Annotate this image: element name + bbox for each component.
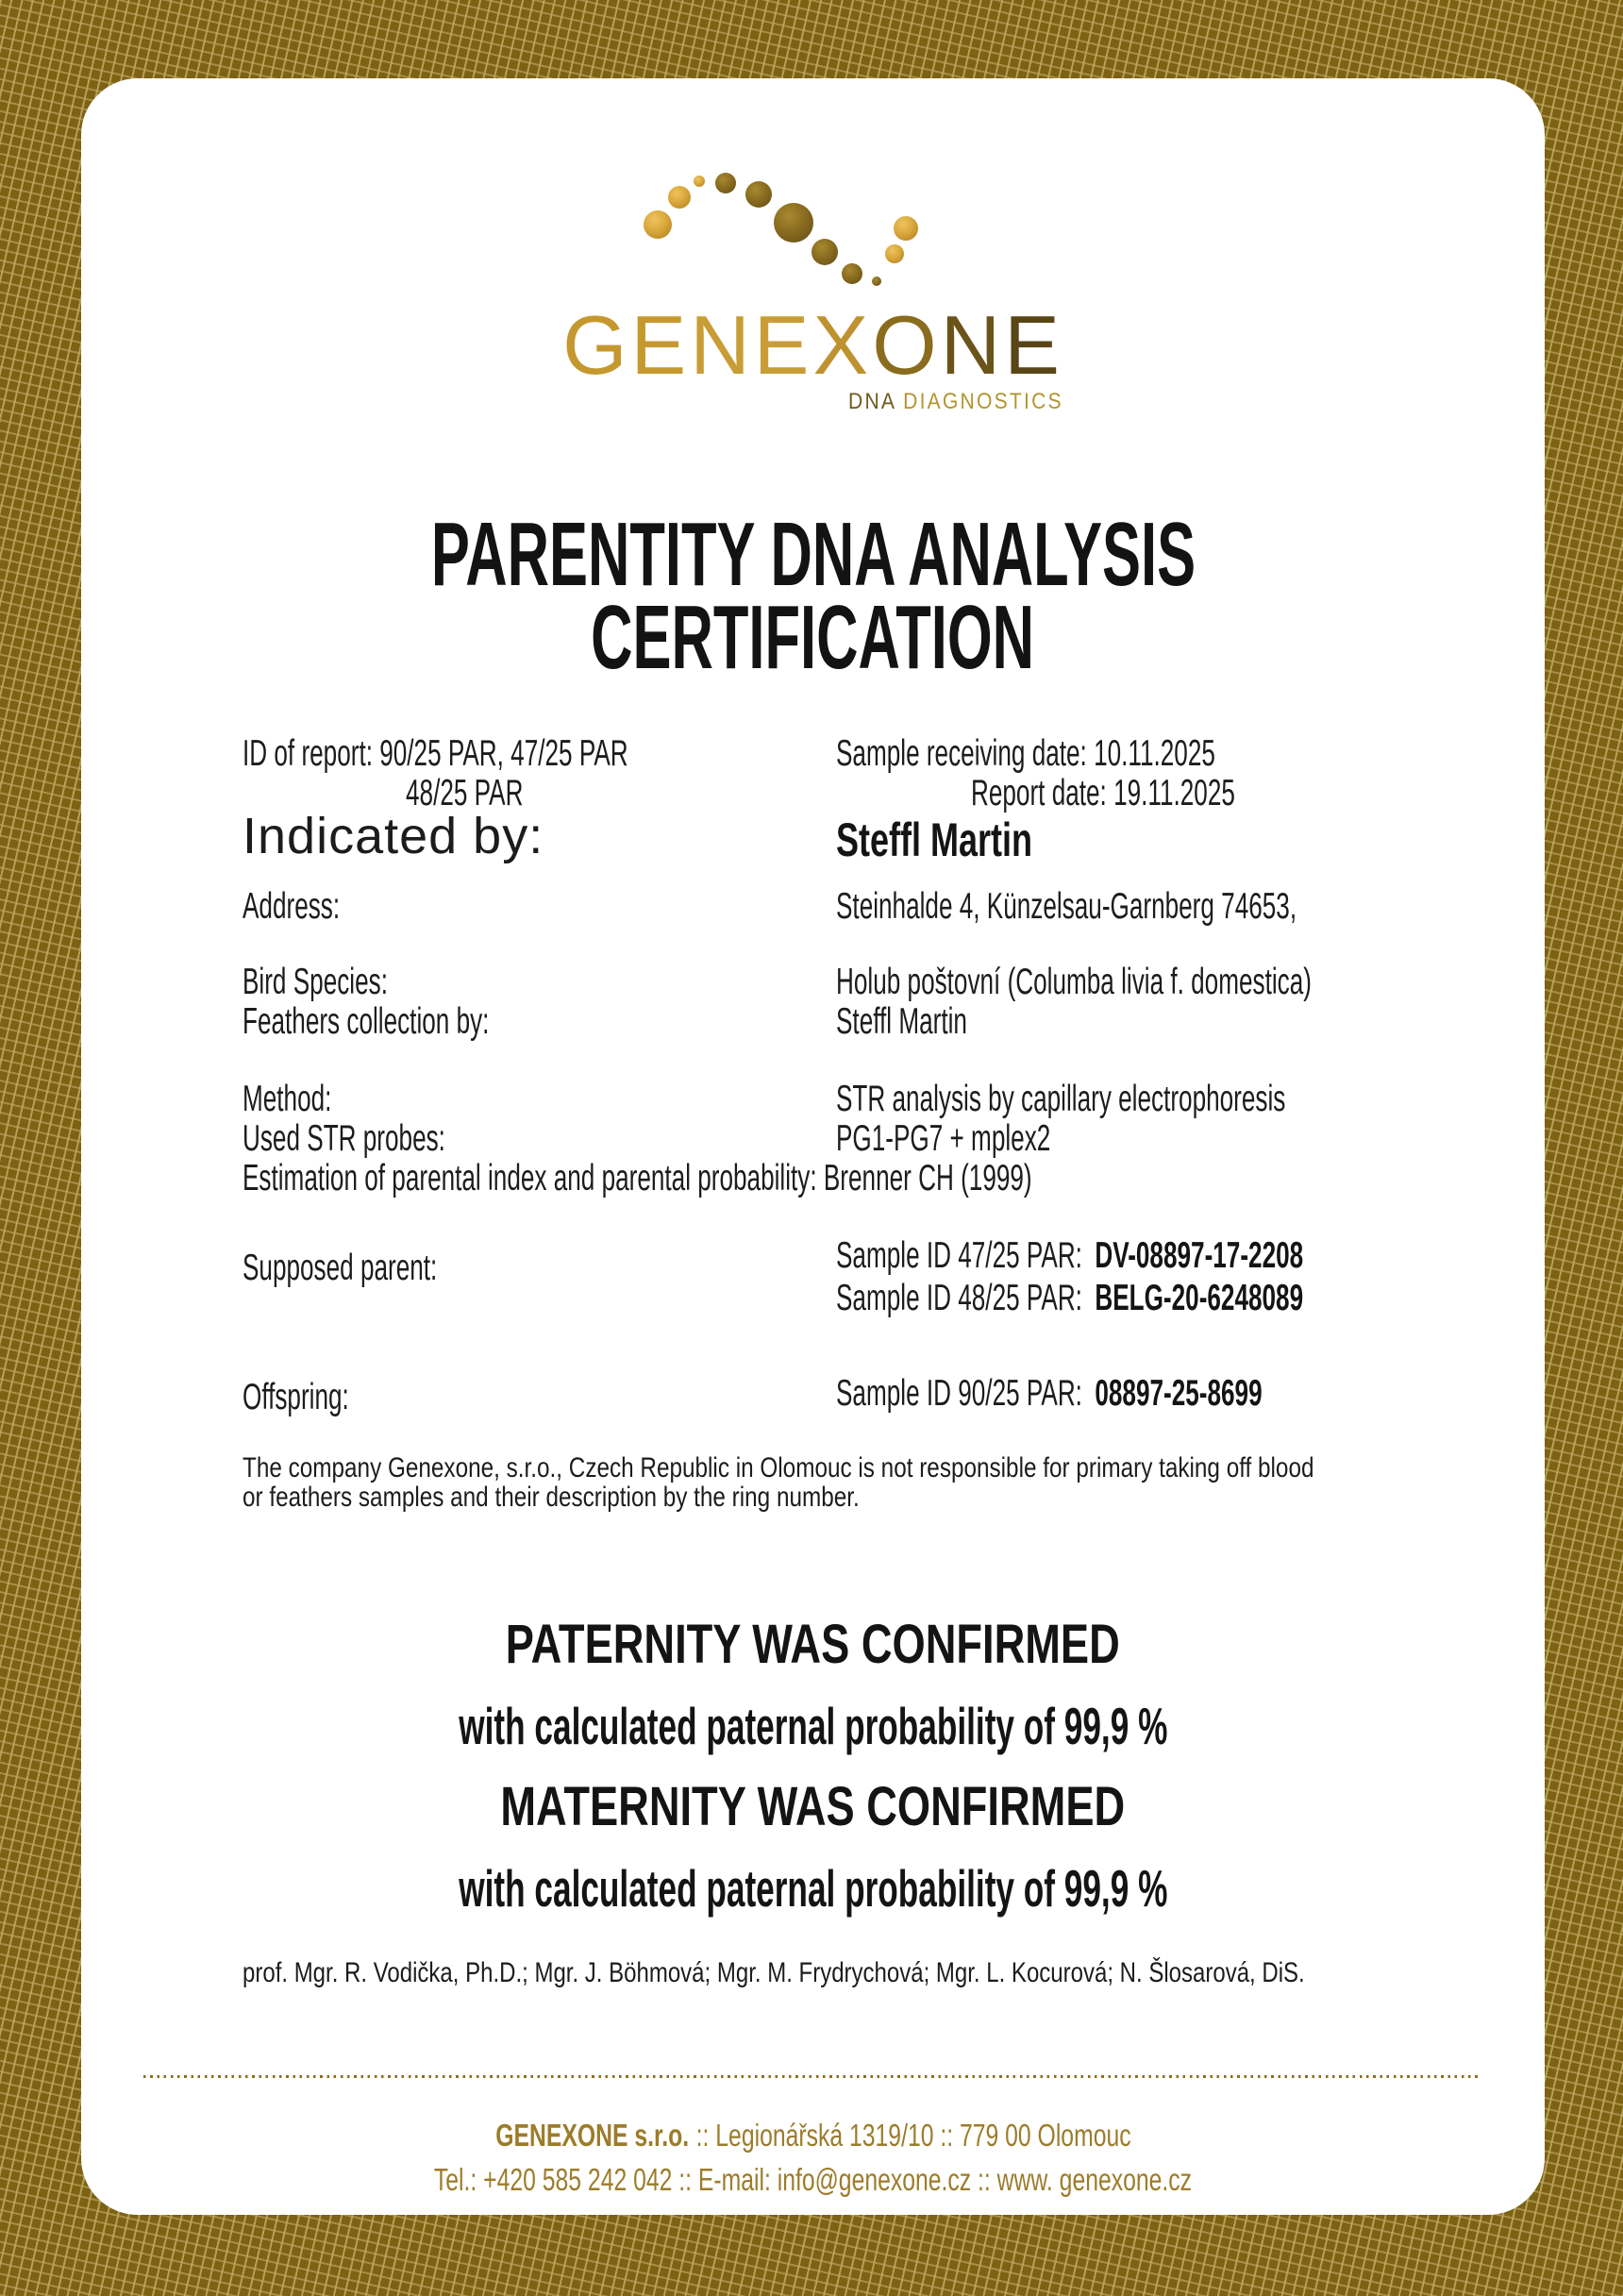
wordmark-letter: X — [812, 298, 873, 392]
method-label: Method: — [243, 1079, 332, 1119]
dna-dot — [894, 216, 918, 241]
wordmark-letter: E — [1004, 298, 1063, 392]
maternity-confirmed-heading: MATERNITY WAS CONFIRMED — [500, 1776, 1126, 1837]
wordmark-letter: N — [690, 298, 754, 392]
dna-dot — [715, 173, 736, 193]
bird-species-value: Holub poštovní (Columba livia f. domestica) — [836, 962, 1312, 1002]
maternity-probability-line: with calculated paternal probability of 99,9 % — [458, 1859, 1168, 1918]
address-value: Steinhalde 4, Künzelsau-Garnberg 74653, — [836, 886, 1297, 927]
address-label: Address: — [243, 886, 341, 927]
indicated-by-label: Indicated by: — [243, 808, 544, 864]
disclaimer-line2: or feathers samples and their description by the ring number. — [243, 1482, 860, 1513]
estimation-line: Estimation of parental index and parental probability: Brenner CH (1999) — [243, 1158, 1032, 1198]
dna-dot — [694, 176, 705, 187]
dna-dot — [885, 244, 904, 263]
parent-sample-row — [836, 1237, 1303, 1276]
str-probes-label: Used STR probes: — [243, 1118, 445, 1159]
paternity-confirmed-heading: PATERNITY WAS CONFIRMED — [506, 1614, 1120, 1675]
footer-company-name: GENEXONE s.r.o. — [494, 2118, 689, 2153]
dna-dot — [842, 263, 862, 284]
dna-dot — [668, 186, 691, 209]
signatures-line: prof. Mgr. R. Vodička, Ph.D.; Mgr. J. Böhmová; Mgr. M. Frydrychová; Mgr. L. Kocurová; N. Šlosarová, DiS. — [243, 1957, 1305, 1988]
title-line-1: PARENTITY DNA ANALYSIS — [430, 504, 1196, 605]
wordmark-letter: G — [562, 298, 631, 392]
supposed-parent-label: Supposed parent: — [243, 1248, 438, 1288]
footer-contact-line — [81, 2162, 1545, 2198]
dna-dot — [872, 277, 881, 286]
wordmark-letter: E — [630, 298, 691, 392]
tagline-dna: DNA — [848, 389, 896, 414]
offspring-label: Offspring: — [243, 1377, 349, 1417]
footer-address-line — [81, 2118, 1545, 2154]
bird-species-label: Bird Species: — [243, 962, 388, 1002]
sample-receiving-date: Sample receiving date: 10.11.2025 — [836, 733, 1215, 774]
genexone-logo — [562, 298, 1063, 414]
dna-dot — [774, 203, 813, 243]
wordmark-letter: O — [872, 298, 941, 392]
title-line-2: CERTIFICATION — [591, 587, 1035, 688]
disclaimer-line1: The company Genexone, s.r.o., Czech Republic in Olomouc is not responsible for primary taking off blood — [243, 1452, 1314, 1483]
certificate-paper — [81, 78, 1545, 2215]
dna-dots-icon — [606, 150, 927, 301]
dotted-separator — [143, 2075, 1480, 2078]
logo-wordmark — [562, 298, 1063, 392]
feathers-collection-label: Feathers collection by: — [243, 1001, 490, 1042]
logo-tagline — [623, 391, 1063, 413]
sample-48-label: Sample ID 48/25 PAR: — [836, 1278, 1082, 1318]
offspring-sample-row — [836, 1375, 1263, 1414]
paternity-probability-line: with calculated paternal probability of 99,9 % — [458, 1697, 1168, 1755]
report-id-line2: 48/25 PAR — [406, 773, 524, 813]
parent-sample-row — [836, 1280, 1303, 1318]
footer-address-rest: :: Legionářská 1319/10 :: 779 00 Olomouc — [695, 2118, 1131, 2153]
sample-47-value: DV-08897-17-2208 — [1095, 1235, 1304, 1276]
feathers-collection-value: Steffl Martin — [836, 1001, 967, 1042]
sample-47-label: Sample ID 47/25 PAR: — [836, 1235, 1082, 1276]
report-date: Report date: 19.11.2025 — [971, 773, 1235, 813]
str-probes-value: PG1-PG7 + mplex2 — [836, 1118, 1051, 1159]
indicated-by-value: Steffl Martin — [836, 813, 1033, 866]
wordmark-letter: N — [940, 298, 1005, 392]
method-value: STR analysis by capillary electrophoresis — [836, 1079, 1286, 1119]
dna-dot — [745, 181, 772, 208]
dna-dot — [644, 210, 672, 239]
report-id-line1: ID of report: 90/25 PAR, 47/25 PAR — [243, 733, 628, 774]
wordmark-letter: E — [753, 298, 813, 392]
sample-90-value: 08897-25-8699 — [1095, 1373, 1263, 1414]
page-title — [81, 504, 1545, 688]
footer-contact-text: Tel.: +420 585 242 042 :: E-mail: info@genexone.cz :: www. genexone.cz — [433, 2162, 1193, 2197]
dna-dot — [812, 239, 838, 265]
sample-48-value: BELG-20-6248089 — [1095, 1278, 1304, 1318]
tagline-diagnostics: DIAGNOSTICS — [903, 389, 1063, 414]
sample-90-label: Sample ID 90/25 PAR: — [836, 1373, 1082, 1414]
